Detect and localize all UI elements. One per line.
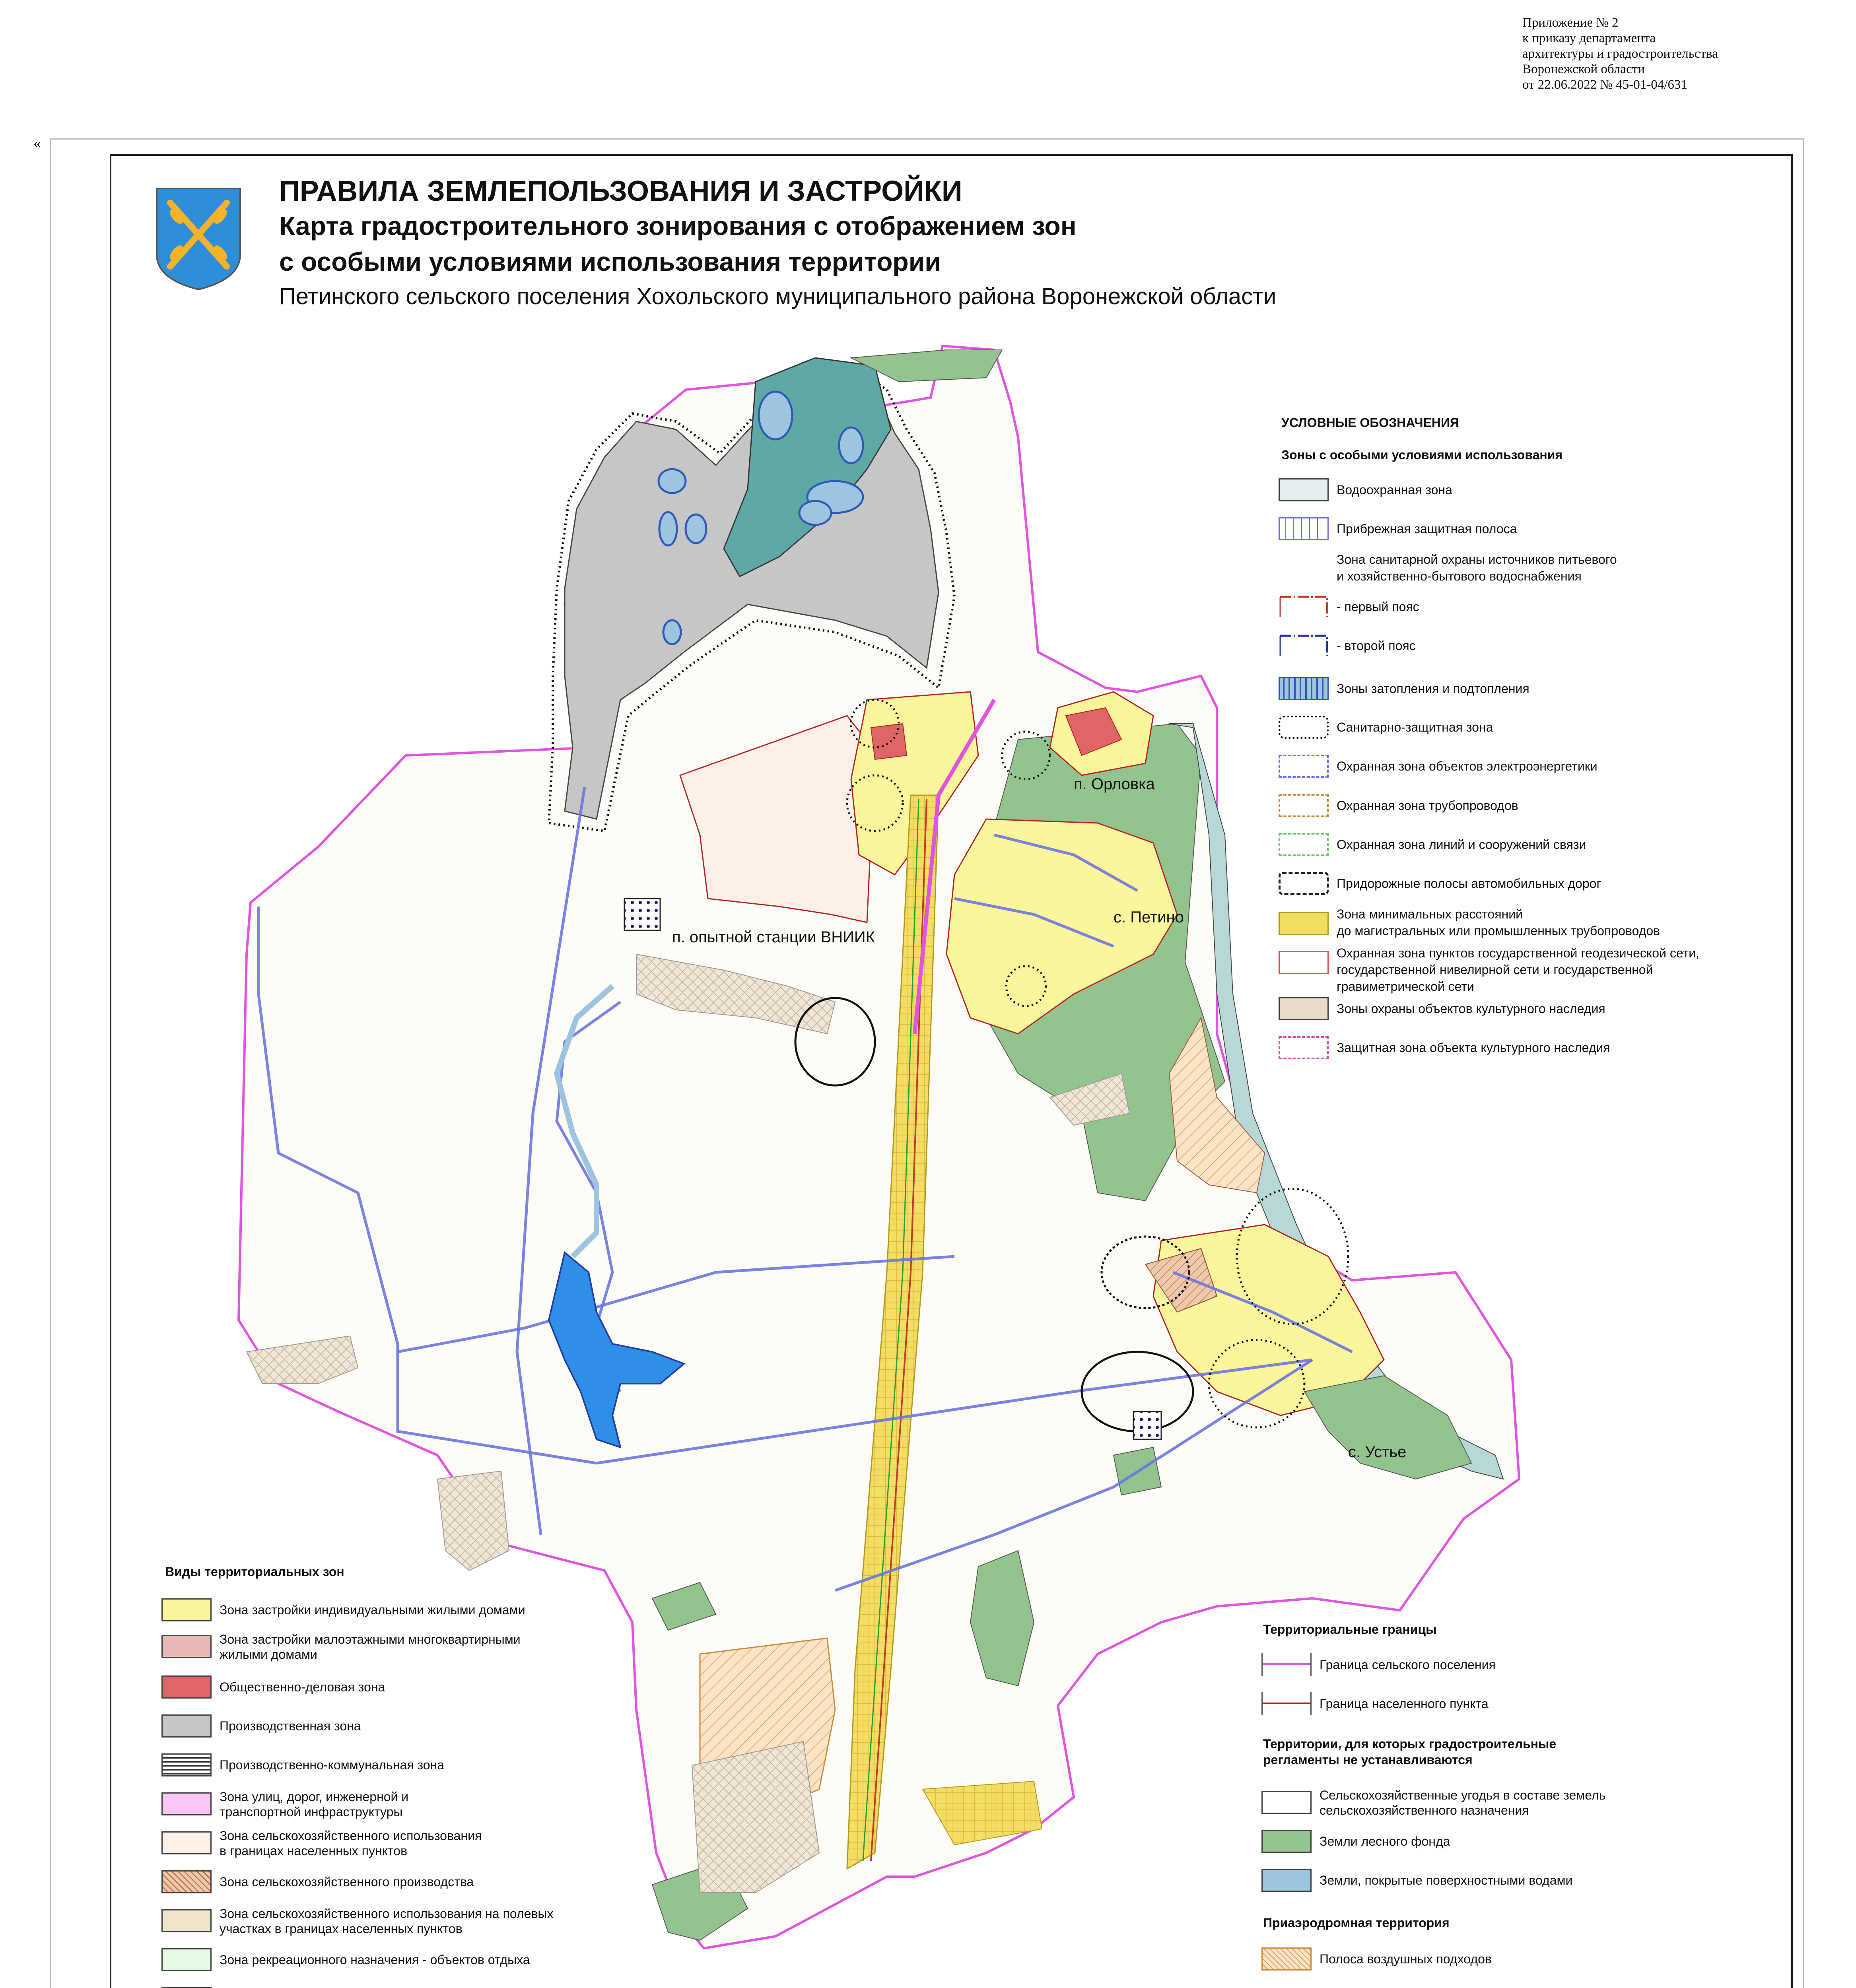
legend-label: Производственно-коммунальная зона (220, 1758, 445, 1772)
legend-subheading: Зоны с особыми условиями использования (1281, 448, 1563, 462)
legend-label: участках в границах населенных пунктов (220, 1922, 463, 1936)
legend-swatch (1279, 595, 1329, 618)
legend-label: - второй пояс (1337, 639, 1416, 653)
annex-line: архитектуры и градостроительства (1522, 47, 1718, 61)
legend-swatch (1261, 1653, 1312, 1676)
public-zone-north (871, 724, 907, 759)
legend-swatch (161, 1753, 212, 1776)
legend-label: - первый пояс (1337, 600, 1419, 614)
legend-swatch (161, 1635, 212, 1658)
legend-swatch (1279, 951, 1329, 974)
legend-swatch (1279, 872, 1329, 895)
page-title: ПРАВИЛА ЗЕМЛЕПОЛЬЗОВАНИЯ И ЗАСТРОЙКИ (279, 175, 962, 207)
legend-swatch (161, 1792, 212, 1815)
legend-label: Зона застройки индивидуальными жилыми домами (220, 1603, 525, 1617)
legend-swatch (1261, 1947, 1312, 1971)
annex-line: Воронежской области (1522, 62, 1645, 76)
legend-label: Зона санитарной охраны источников питьевого (1337, 552, 1617, 567)
legend-heading: УСЛОВНЫЕ ОБОЗНАЧЕНИЯ (1281, 415, 1459, 430)
legend-swatch (161, 1870, 212, 1893)
place-label: с. Петино (1114, 909, 1184, 926)
legend-label: и хозяйственно-бытового водоснабжения (1337, 569, 1582, 583)
place-label: п. опытной станции ВНИИК (672, 928, 875, 946)
annex-line: к приказу департамента (1522, 31, 1656, 45)
legend-swatch (161, 1675, 212, 1699)
legend-swatch (161, 1909, 212, 1932)
legend-swatch (161, 1714, 212, 1738)
legend-label: до магистральных или промышленных трубопроводов (1337, 924, 1660, 938)
page-subtitle: Карта градостроительного зонирования с отображением зон (279, 211, 1077, 241)
legend-label: Производственная зона (220, 1719, 361, 1733)
legend-label: Санитарно-защитная зона (1337, 720, 1493, 734)
annex-line: Приложение № 2 (1522, 16, 1619, 30)
legend-label: Зоны затопления и подтопления (1337, 681, 1529, 696)
legend-label: Зона улиц, дорог, инженерной и (220, 1790, 409, 1804)
legend-label: Зона сельскохозяйственного использования (220, 1829, 482, 1843)
legend-label: Полоса воздушных подходов (1320, 1952, 1492, 1966)
legend-label: Общественно-деловая зона (220, 1680, 385, 1694)
legend-swatch (1279, 478, 1329, 501)
legend-swatch (1261, 1830, 1312, 1853)
legend-label: Граница населенного пункта (1320, 1697, 1489, 1711)
legend-label: сельскохозяйственного назначения (1320, 1803, 1529, 1817)
place-label: с. Устье (1348, 1443, 1407, 1461)
place-label: п. Орловка (1074, 775, 1155, 793)
legend-label: Зона рекреационного назначения - объектов отдыха (220, 1953, 530, 1967)
legend-label: Граница сельского поселения (1320, 1658, 1496, 1672)
legend-label: Земли, покрытые поверхностными водами (1320, 1873, 1573, 1887)
legend-swatch (1279, 833, 1329, 856)
annex-line: от 22.06.2022 № 45-01-04/631 (1522, 78, 1687, 92)
legend-label: гравиметрической сети (1337, 979, 1474, 994)
legend-label: Охранная зона объектов электроэнергетики (1337, 759, 1598, 773)
legend-swatch (1279, 517, 1329, 540)
legend-swatch (1261, 1692, 1312, 1715)
legend-noreg-heading: регламенты не устанавливаются (1263, 1753, 1473, 1767)
garden-zone-southwest (437, 1471, 509, 1571)
legend-swatch (1261, 1791, 1312, 1814)
legend-swatch (161, 1598, 212, 1621)
legend-zones-heading: Виды территориальных зон (165, 1565, 344, 1579)
legend-label: жилыми домами (220, 1647, 317, 1662)
legend-swatch (1279, 912, 1329, 935)
legend-label: Зона минимальных расстояний (1337, 907, 1523, 921)
legend-label: государственной нивелирной сети и государственной (1337, 963, 1653, 977)
legend-label: Придорожные полосы автомобильных дорог (1337, 876, 1601, 891)
legend-label: Прибрежная защитная полоса (1337, 522, 1517, 536)
legend-label: в границах населенных пунктов (220, 1844, 408, 1858)
legend-label: Зона сельскохозяйственного производства (220, 1875, 474, 1889)
legend-boundaries-heading: Территориальные границы (1263, 1622, 1437, 1637)
legend-swatch (1279, 997, 1329, 1020)
legend-label: Зона сельскохозяйственного использования на полевых (220, 1906, 554, 1921)
legend-label: Охранная зона пунктов государственной геодезической сети, (1337, 946, 1699, 960)
legend-label: транспортной инфраструктуры (220, 1805, 403, 1819)
legend-label: Сельскохозяйственные угодья в составе земель (1320, 1788, 1606, 1802)
page-subtitle: с особыми условиями использования территории (279, 247, 941, 276)
coat-of-arms-icon (154, 187, 243, 291)
legend-aero-heading: Приаэродромная территория (1263, 1916, 1450, 1930)
open-quote: « (33, 135, 41, 151)
legend-swatch (1279, 677, 1329, 700)
legend-label: Зоны охраны объектов культурного наследия (1337, 1002, 1605, 1016)
legend-label: Водоохранная зона (1337, 483, 1452, 497)
legend-label: Земли лесного фонда (1320, 1834, 1450, 1848)
page-subtitle: Петинского сельского поселения Хохольского муниципального района Воронежской области (279, 283, 1277, 309)
legend-swatch (161, 1948, 212, 1971)
legend-label: Зона застройки малоэтажными многоквартирными (220, 1632, 521, 1646)
legend-swatch (1279, 716, 1329, 739)
legend-noreg-heading: Территории, для которых градостроительные (1263, 1737, 1557, 1751)
legend-label: Защитная зона объекта культурного наследия (1337, 1041, 1610, 1055)
legend-swatch (161, 1831, 212, 1854)
legend-swatch (1261, 1869, 1312, 1892)
legend-label: Охранная зона трубопроводов (1337, 798, 1518, 813)
legend-label: Охранная зона линий и сооружений связи (1337, 837, 1586, 852)
legend-swatch (1279, 1036, 1329, 1059)
legend-swatch (1279, 634, 1329, 657)
legend-swatch (1279, 794, 1329, 817)
legend-swatch (1279, 755, 1329, 778)
